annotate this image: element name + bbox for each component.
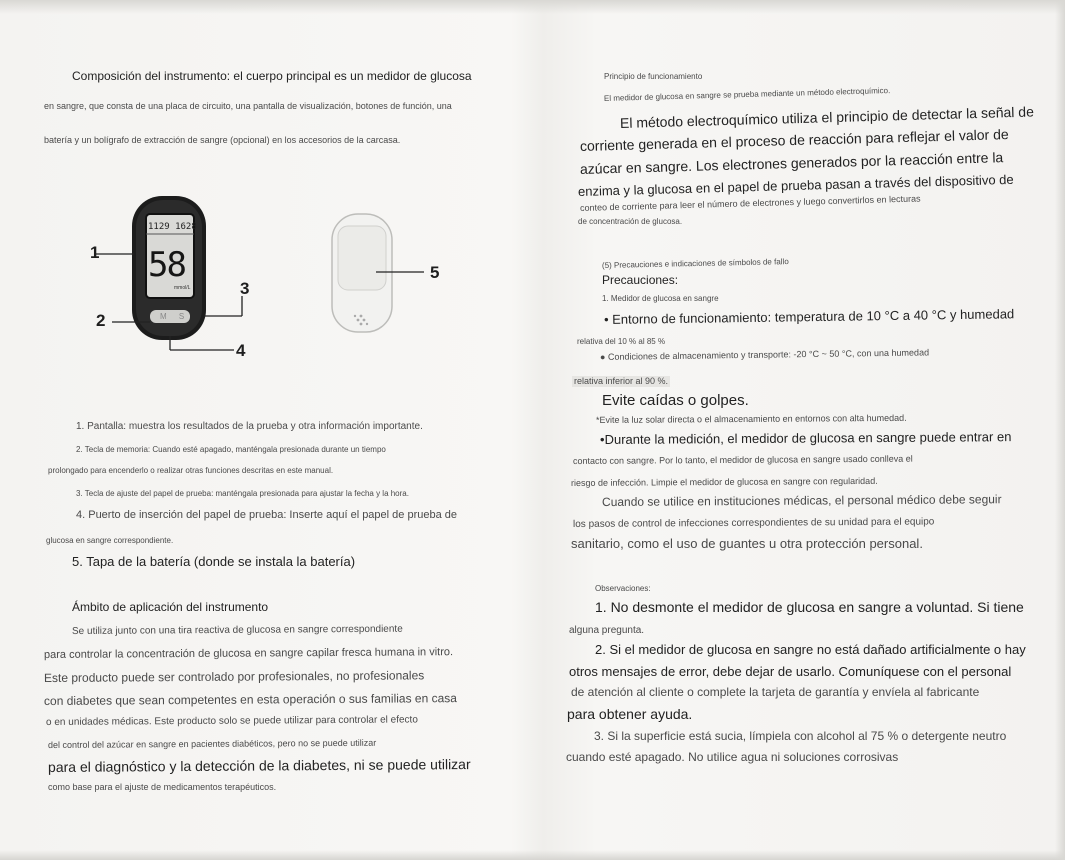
scope-title: Ámbito de aplicación del instrumento xyxy=(72,600,269,614)
observation-2-cont-3: para obtener ayuda. xyxy=(567,706,693,722)
principle-title: Principio de funcionamiento xyxy=(604,72,703,81)
composition-line-3: batería y un bolígrafo de extracción de sangre (opcional) en los accesorios de la carcasa. xyxy=(44,135,401,145)
precaution-medical-use: Cuando se utilice en instituciones médicas, el personal médico debe seguir xyxy=(601,492,1002,509)
observation-2-cont-1: otros mensajes de error, debe dejar de usarlo. Comuníquese con el personal xyxy=(569,664,1012,679)
screen-glucose-value: 58 xyxy=(148,245,185,285)
paper-top-edge xyxy=(0,0,1065,14)
principle-line-6: conteo de corriente para leer el número de electrones y luego convertirlos en lecturas xyxy=(579,193,921,213)
observation-2-cont-2: de atención al cliente o complete la tarjeta de garantía y envíela al fabricante xyxy=(571,685,980,699)
paper-bottom-edge xyxy=(0,850,1065,860)
meter-buttons-label: M S xyxy=(160,312,190,321)
part-4: 4. Puerto de inserción del papel de prueba: Inserte aquí el papel de prueba de xyxy=(76,509,457,521)
screen-time-readout: 1129 1628 xyxy=(148,222,197,232)
precaution-storage: ● Condiciones de almacenamiento y transporte: -20 °C ~ 50 °C, con una humedad xyxy=(599,347,930,362)
composition-line-2: en sangre, que consta de una placa de circuito, una pantalla de visualización, botones de función, una xyxy=(44,101,452,111)
part-1: 1. Pantalla: muestra los resultados de la prueba y otra información importante. xyxy=(76,421,423,432)
part-3: 3. Tecla de ajuste del papel de prueba: manténgala presionada para ajustar la fecha y la hora. xyxy=(76,489,409,498)
observation-1-cont: alguna pregunta. xyxy=(569,625,645,636)
precaution-blood-contact: •Durante la medición, el medidor de glucosa en sangre puede entrar en xyxy=(599,429,1012,447)
principle-line-3: corriente generada en el proceso de reacción para reflejar el valor de xyxy=(579,126,1009,154)
precaution-gloves: sanitario, como el uso de guantes u otra protección personal. xyxy=(571,536,923,551)
principle-line-7: de concentración de glucosa. xyxy=(578,217,683,226)
scope-line-8: como base para el ajuste de medicamentos terapéuticos. xyxy=(48,782,277,792)
precaution-storage-cont: relativa inferior al 90 %. xyxy=(574,376,669,386)
principle-line-2: El método electroquímico utiliza el principio de detectar la señal de xyxy=(619,103,1035,131)
observation-1: 1. No desmonte el medidor de glucosa en sangre a voluntad. Si tiene xyxy=(595,599,1024,615)
callout-4: 4 xyxy=(236,341,246,360)
paper-right-edge xyxy=(1055,0,1065,860)
callout-5: 5 xyxy=(430,263,440,282)
screen-unit: mmol/L xyxy=(174,285,191,291)
precaution-environment: • Entorno de funcionamiento: temperatura de 10 °C a 40 °C y humedad xyxy=(603,306,1015,327)
precaution-blood-contact-cont: contacto con sangre. Por lo tanto, el medidor de glucosa en sangre usado conlleva el xyxy=(572,453,913,466)
observations-title: Observaciones: xyxy=(595,584,651,593)
scope-line-6: del control del azúcar en sangre en pacientes diabéticos, pero no se puede utilizar xyxy=(47,737,377,750)
scope-line-5: o en unidades médicas. Este producto solo se puede utilizar para controlar el efecto xyxy=(45,714,418,728)
observation-3-cont: cuando esté apagado. No utilice agua ni soluciones corrosivas xyxy=(566,750,899,764)
principle-line-1: El medidor de glucosa en sangre se prueba mediante un método electroquímico. xyxy=(603,86,891,103)
scope-line-2: para controlar la concentración de glucosa en sangre capilar fresca humana in vitro. xyxy=(43,646,454,661)
part-5: 5. Tapa de la batería (donde se instala la batería) xyxy=(72,554,356,569)
part-2-cont: prolongado para encenderlo o realizar otras funciones descritas en este manual. xyxy=(48,466,334,475)
precaution-meter: 1. Medidor de glucosa en sangre xyxy=(602,294,719,303)
section-5-title: (5) Precauciones e indicaciones de símbolos de fallo xyxy=(601,257,789,270)
principle-line-5: enzima y la glucosa en el papel de prueba pasan a través del dispositivo de xyxy=(577,171,1014,199)
composition-line-1: Composición del instrumento: el cuerpo principal es un medidor de glucosa xyxy=(72,69,472,83)
observation-3: 3. Si la superficie está sucia, límpiela con alcohol al 75 % o detergente neutro xyxy=(594,729,1007,743)
scope-line-4: con diabetes que sean competentes en esta operación o sus familias en casa xyxy=(43,691,457,708)
precaution-sunlight: *Evite la luz solar directa o el almacenamiento en entornos con alta humedad. xyxy=(595,412,907,425)
scope-line-3: Este producto puede ser controlado por profesionales, no profesionales xyxy=(43,668,425,685)
callout-2: 2 xyxy=(96,311,106,330)
meter-illustration xyxy=(88,190,268,360)
callout-3: 3 xyxy=(240,279,250,298)
precaution-environment-cont: relativa del 10 % al 85 % xyxy=(577,337,666,346)
principle-line-4: azúcar en sangre. Los electrones generados por la reacción entre la xyxy=(579,149,1004,177)
part-4-cont: glucosa en sangre correspondiente. xyxy=(46,536,174,545)
scope-line-7: para el diagnóstico y la detección de la diabetes, ni se puede utilizar xyxy=(47,756,471,775)
precaution-medical-use-cont: los pasos de control de infecciones correspondientes de su unidad para el equipo xyxy=(572,516,935,530)
part-2: 2. Tecla de memoria: Cuando esté apagado, manténgala presionada durante un tiempo xyxy=(76,445,386,454)
precautions-title: Precauciones: xyxy=(602,273,679,287)
callout-1: 1 xyxy=(90,243,100,262)
observation-2: 2. Si el medidor de glucosa en sangre no está dañado artificialmente o hay xyxy=(595,642,1026,657)
precaution-drops: Evite caídas o golpes. xyxy=(602,392,749,409)
precaution-infection: riesgo de infección. Limpie el medidor de glucosa en sangre con regularidad. xyxy=(570,475,878,488)
scope-line-1: Se utiliza junto con una tira reactiva de glucosa en sangre correspondiente xyxy=(71,623,403,637)
battery-cover-illustration xyxy=(330,212,450,337)
